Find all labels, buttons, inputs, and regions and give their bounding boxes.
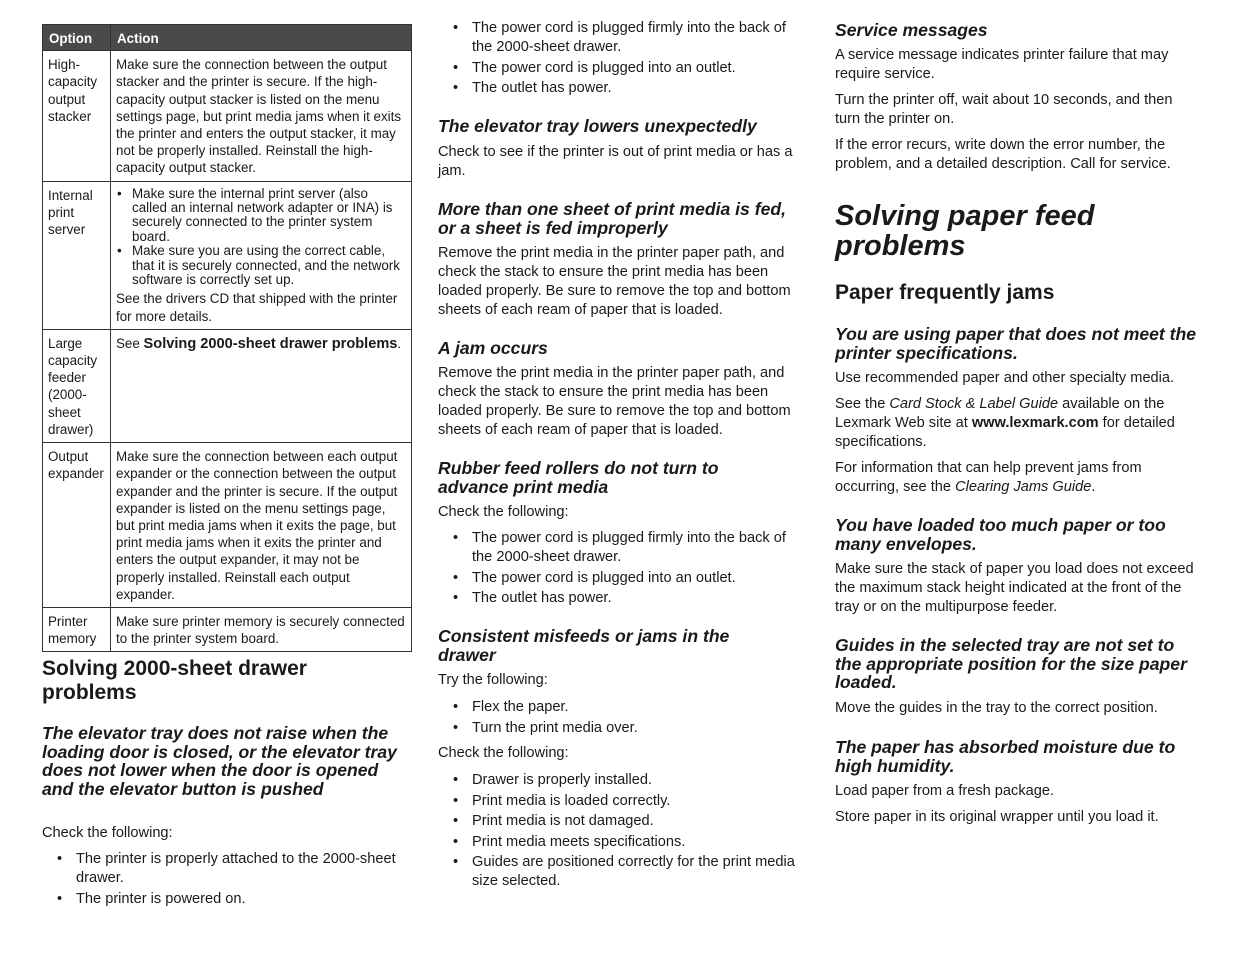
- service-paragraph-1: A service message indicates printer failure that may require service.: [835, 47, 1169, 82]
- spec-paragraph-1: Use recommended paper and other specialty media.: [835, 370, 1175, 386]
- list-item: • Guides are positioned correctly for the print media size selected.: [438, 853, 798, 891]
- heading-absorbed-moisture: The paper has absorbed moisture due to high humidity.: [835, 737, 1176, 776]
- spec-paragraph-3: [835, 459, 1200, 497]
- list-item: • The printer is powered on.: [42, 890, 412, 909]
- heading-jam-occurs: A jam occurs: [438, 338, 548, 358]
- text-run: See the: [835, 396, 890, 412]
- card-stock-guide-title: Card Stock & Label Guide: [889, 396, 1059, 412]
- table-row: [43, 181, 412, 329]
- list-item: • Flex the paper.: [438, 698, 798, 717]
- service-paragraph-3: If the error recurs, write down the error number, the problem, and a detailed description. Call for service.: [835, 137, 1171, 172]
- table-header-row: [43, 25, 412, 51]
- action-cell: Make sure printer memory is securely connected to the printer system board.: [111, 607, 412, 651]
- rubber-check-label: Check the following:: [438, 504, 569, 520]
- guides-text: Move the guides in the tray to the correct position.: [835, 700, 1158, 716]
- heading-consistent-misfeeds: Consistent misfeeds or jams in the drawer: [438, 626, 730, 665]
- option-cell: Internal print server: [43, 181, 111, 329]
- check-following-label: Check the following:: [438, 745, 569, 761]
- see-end: .: [397, 335, 402, 351]
- list-item: • Print media is not damaged.: [438, 812, 798, 831]
- check-following-label: Check the following:: [42, 825, 173, 841]
- heading-lowers-unexpectedly: The elevator tray lowers unexpectedly: [438, 116, 757, 136]
- try-bullets: [438, 698, 798, 739]
- lexmark-url: www.lexmark.com: [971, 415, 1099, 431]
- action-cell: Make sure the connection between the output stacker and the printer is secure. If the high-capacity output stacker is listed on the menu settings page, but print media jams when it exits the printer and enters the output stacker, it may not be properly installed. Reinstall the high-capacity output stacker.: [111, 51, 412, 181]
- clearing-jams-guide-title: Clearing Jams Guide: [955, 479, 1092, 495]
- list-item: • The printer is properly attached to the 2000-sheet drawer.: [42, 850, 412, 888]
- heading-rubber-rollers: Rubber feed rollers do not turn to advance print media: [438, 458, 719, 497]
- heading-paper-frequently-jams: Paper frequently jams: [835, 281, 1055, 304]
- option-cell: High-capacity output stacker: [43, 51, 111, 181]
- list-item: • The power cord is plugged firmly into the back of the 2000-sheet drawer.: [438, 19, 798, 57]
- heading-guides-not-set: Guides in the selected tray are not set to the appropriate position for the size paper loaded.: [835, 635, 1187, 693]
- options-table: [42, 24, 412, 652]
- table-row: [43, 51, 412, 181]
- jam-text: Remove the print media in the printer paper path, and check the stack to ensure the print media has been loaded properly. Be sure to remove the top and bottom sheets of each ream of paper that is loaded.: [438, 365, 791, 438]
- section-title-2000-sheet: Solving 2000-sheet drawer problems: [42, 657, 307, 704]
- table-row: [43, 329, 412, 442]
- try-following-label: Try the following:: [438, 672, 548, 688]
- top-bullets: [438, 19, 798, 100]
- action-bullets: [116, 187, 406, 288]
- see-reference: Solving 2000-sheet drawer problems: [143, 335, 398, 352]
- table-row: [43, 443, 412, 608]
- page-main-heading: Solving paper feed problems: [835, 200, 1095, 262]
- check-bullets: [438, 771, 798, 893]
- action-cell: [111, 181, 412, 329]
- col1-bullets: [42, 850, 412, 910]
- list-item: • Print media meets specifications.: [438, 833, 798, 852]
- action-cell: Make sure the connection between each output expander or the connection between the output expander and the printer is secure. If the output expander is listed on the menu settings page, but print media jams when it exits the page, but print media jams when it exits the printer and enters the output expander, it may not be properly installed. Reinstall each output expander.: [111, 443, 412, 608]
- list-item: • Print media is loaded correctly.: [438, 792, 798, 811]
- moisture-paragraph-2: Store paper in its original wrapper until you load it.: [835, 809, 1159, 825]
- header-option: Option: [43, 25, 111, 51]
- see-text: See: [116, 335, 144, 351]
- lowers-text: Check to see if the printer is out of print media or has a jam.: [438, 144, 793, 179]
- option-cell: Large capacity feeder (2000-sheet drawer): [43, 329, 111, 442]
- list-item: • The power cord is plugged into an outlet.: [438, 569, 798, 588]
- heading-elevator-not-raise: The elevator tray does not raise when the loading door is closed, or the elevator tray does not lower when the door is opened and the elevator button is pushed: [42, 723, 397, 799]
- more-than-one-text: Remove the print media in the printer paper path, and check the stack to ensure the print media has been loaded properly. Be sure to remove the top and bottom sheets of each ream of paper that is loaded.: [438, 245, 791, 318]
- rubber-bullets: [438, 529, 798, 610]
- spec-paragraph-2: [835, 395, 1200, 452]
- action-cell: [111, 329, 412, 442]
- action-note: See the drivers CD that shipped with the printer for more details.: [116, 291, 398, 324]
- list-item: • The power cord is plugged firmly into the back of the 2000-sheet drawer.: [438, 529, 798, 567]
- text-run: For information that can help prevent jams from occurring, see the: [835, 460, 1142, 495]
- too-much-text: Make sure the stack of paper you load does not exceed the maximum stack height indicated at the front of the tray or on the multipurpose feeder.: [835, 561, 1194, 615]
- list-item: • The outlet has power.: [438, 589, 798, 608]
- list-item: • Make sure the internal print server (also called an internal network adapter or INA) is securely connected to the printer system board.: [132, 187, 406, 245]
- heading-service-messages: Service messages: [835, 20, 988, 40]
- option-cell: Output expander: [43, 443, 111, 608]
- list-item: • The power cord is plugged into an outlet.: [438, 59, 798, 78]
- list-item: • Drawer is properly installed.: [438, 771, 798, 790]
- option-cell: Printer memory: [43, 607, 111, 651]
- heading-too-much-paper: You have loaded too much paper or too many envelopes.: [835, 515, 1166, 554]
- heading-paper-not-meet-spec: You are using paper that does not meet the printer specifications.: [835, 324, 1197, 363]
- text-run: for detailed specifications.: [835, 415, 1175, 450]
- header-action: Action: [111, 25, 412, 51]
- text-run: available on the Lexmark Web site at: [835, 396, 1165, 431]
- list-item: • Make sure you are using the correct cable, that it is securely connected, and the network software is correctly set up.: [132, 244, 406, 287]
- list-item: • The outlet has power.: [438, 79, 798, 98]
- table-row: [43, 607, 412, 651]
- text-run: .: [1091, 479, 1096, 495]
- heading-more-than-one-sheet: More than one sheet of print media is fed, or a sheet is fed improperly: [438, 199, 787, 238]
- service-paragraph-2: Turn the printer off, wait about 10 seconds, and then turn the printer on.: [835, 92, 1173, 127]
- moisture-paragraph-1: Load paper from a fresh package.: [835, 783, 1055, 799]
- list-item: • Turn the print media over.: [438, 719, 798, 738]
